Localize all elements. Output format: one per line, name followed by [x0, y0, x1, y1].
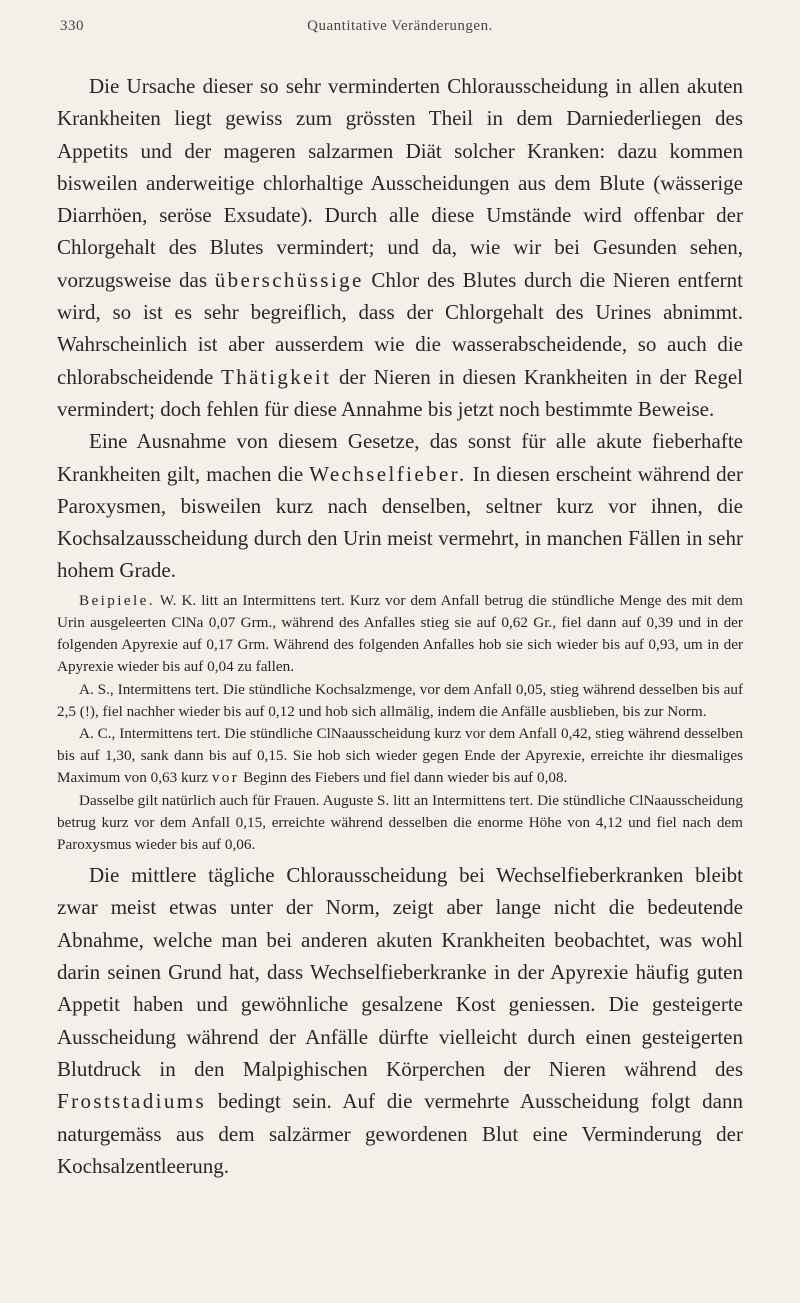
example-ac [57, 723, 743, 790]
text-run: Eine Ausnahme von diesem Gesetze, das sonst für alle akute fieberhafte Krankheiten gilt, machen die [57, 429, 743, 486]
examples-label: Beipiele. [79, 591, 156, 609]
text-run: Die mittlere tägliche Chlorausscheidung bei Wechselfieberkranken bleibt zwar meist etwas unter der Norm, zeigt aber lange nicht die bedeutende Abnahme, welche man bei anderen akuten Krankheiten beobachtet, was wohl darin seinen Grund hat, dass Wechselfieberkranke in der Apyrexie häufig guten Appetit haben und gewöhnliche gesalzene Kost geniessen. Die gesteigerte Ausscheidung während der Anfälle dürfte vielleicht durch einen gesteigerten Blutdruck in den Malpighischen Körperchen der Nieren während des [57, 863, 743, 1081]
text-run: In diesen erscheint während der Paroxysmen, bisweilen kurz nach denselben, seltner kurz vor ihnen, die Kochsalzausscheidung durch den Urin meist vermehrt, in manchen Fällen in sehr hohem Grade. [57, 461, 743, 583]
running-title: Quantitative Veränderungen. [307, 18, 493, 34]
text-run: A. C., Intermittens tert. Die stündliche ClNaausscheidung kurz vor dem Anfall 0,42, stieg während desselben bis auf 1,30, sank dann bis auf 0,15. Sie hob sich wieder gegen Ende der Apyrexie, erreichte ihr diesmaliges Maximum von 0,63 kurz [57, 724, 743, 787]
emphasis-froststadiums: Froststadiums [57, 1089, 207, 1114]
paragraph-mean-excretion [57, 859, 743, 1182]
example-auguste: Dasselbe gilt natürlich auch für Frauen. Auguste S. litt an Intermittens tert. Die stündliche ClNaausscheidung betrug kurz vor dem Anfall 0,15, erreichte während desselben die enorme Höhe von 4,12 und fiel nach dem Paroxysmus wieder bis auf 0,06. [57, 791, 743, 853]
page-number: 330 [60, 18, 84, 34]
text-run: bedingt sein. Auf die vermehrte Ausscheidung folgt dann naturgemäss aus dem salzärmer gewordenen Blut eine Verminderung der Kochsalzentleerung. [57, 1089, 743, 1178]
text-run: der Nieren in diesen Krankheiten in der Regel vermindert; doch fehlen für diese Annahme bis jetzt noch bestimmte Beweise. [57, 364, 743, 421]
text-run: Beginn des Fiebers und fiel dann wieder bis auf 0,08. [239, 769, 568, 787]
text-run: Die Ursache dieser so sehr verminderten Chlorausscheidung in allen akuten Krankheiten liegt gewiss zum grössten Theil in dem Darniederliegen des Appetits und der mageren salzarmen Diät solcher Kranken: dazu kommen bisweilen anderweitige chlorhaltige Ausscheidungen aus dem Blute (wässerige Diarrhöen, seröse Exsudate). Durch alle diese Umstände wird offenbar der Chlorgehalt des Blutes vermindert; und da, wie wir bei Gesunden sehen, vorzugsweise das [57, 74, 743, 292]
emphasis-ueberschuessige: überschüssige [214, 267, 364, 292]
text-run: Chlor des Blutes durch die Nieren entfernt wird, so ist es sehr begreiflich, dass der Chlorgehalt des Urines abnimmt. Wahrscheinlich ist aber ausserdem wie die wasserabscheidende, so auch die chlorabscheidende [57, 267, 744, 389]
text-run: W. K. litt an Intermittens tert. Kurz vor dem Anfall betrug die stündliche Menge des mit dem Urin ausgeleerten ClNa 0,07 Grm., während des Anfalles stieg sie auf 0,62 Gr., fiel dann auf 0,39 und in der folgenden Apyrexie auf 0,17 Grm. Während des folgenden Anfalles hob sie sich wieder bis auf 0,93, um in der Apyrexie wieder bis auf 0,04 zu fallen. [57, 591, 743, 676]
emphasis-wechselfieber: Wechselfieber. [309, 461, 467, 486]
page-body [57, 70, 743, 1182]
example-as: A. S., Intermittens tert. Die stündliche Kochsalzmenge, vor dem Anfall 0,05, stieg während desselben bis auf 2,5 (!), fiel nachher wieder bis auf 0,12 und hob sich allmälig, indem die Anfälle ausblieben, bis zur Norm. [57, 680, 743, 720]
emphasis-vor: vor [211, 769, 240, 787]
paragraph-exception [57, 425, 743, 586]
emphasis-thaetigkeit: Thätigkeit [221, 364, 332, 389]
example-wk [57, 590, 743, 679]
paragraph-cause [57, 70, 743, 425]
